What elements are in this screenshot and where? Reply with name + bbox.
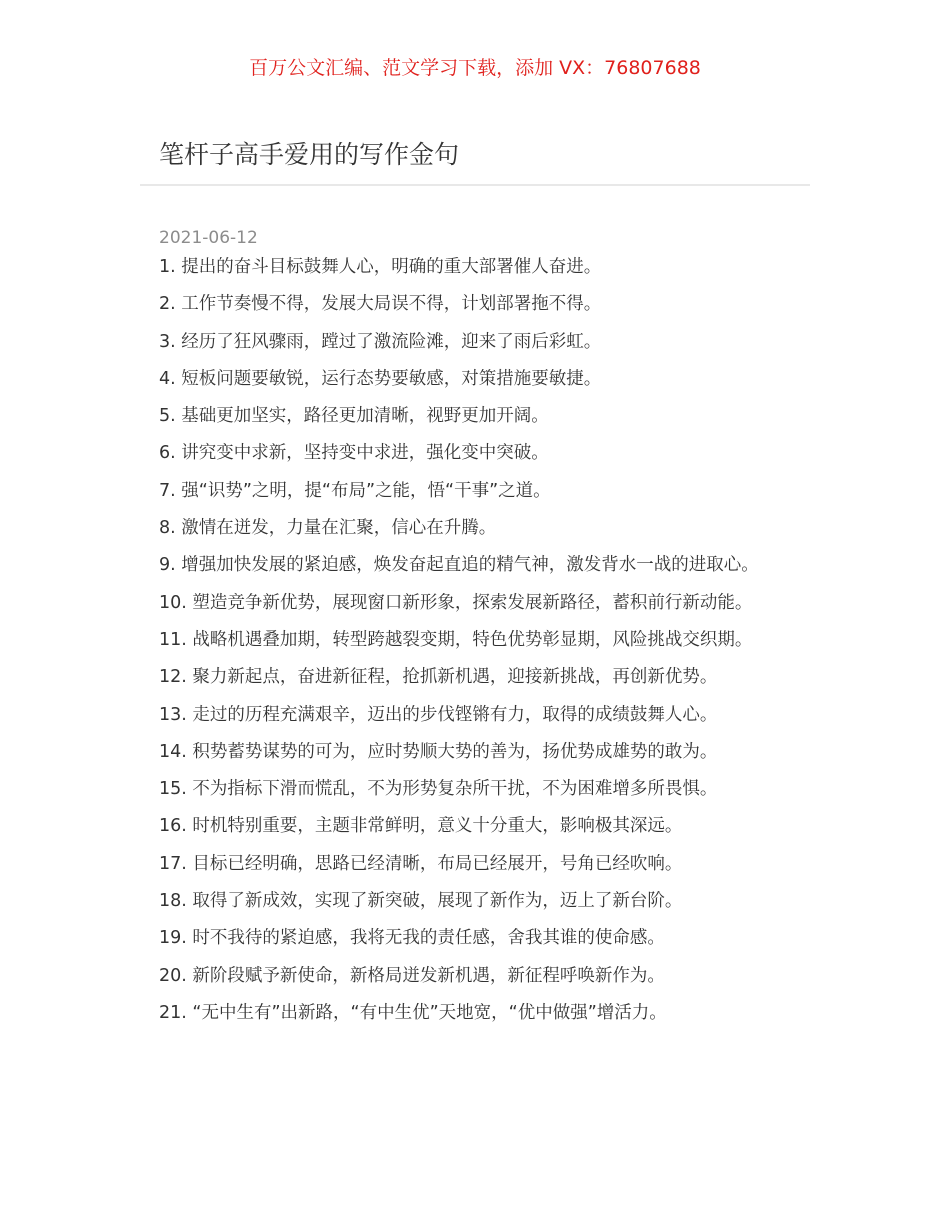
list-item: 8. 激情在迸发，力量在汇聚，信心在升腾。	[159, 518, 497, 539]
page-title: 笔杆子高手爱用的写作金句	[159, 140, 460, 169]
list-item: 17. 目标已经明确，思路已经清晰，布局已经展开，号角已经吹响。	[159, 853, 683, 874]
title-divider	[140, 184, 810, 186]
list-item: 10. 塑造竞争新优势，展现窗口新形象，探索发展新路径，蓄积前行新动能。	[159, 592, 753, 613]
list-item: 19. 时不我待的紧迫感，我将无我的责任感，舍我其谁的使命感。	[159, 928, 665, 949]
list-item: 7. 强“识势”之明，提“布局”之能，悟“干事”之道。	[159, 480, 551, 501]
list-item: 14. 积势蓄势谋势的可为，应时势顺大势的善为，扬优势成雄势的敢为。	[159, 741, 718, 762]
list-item: 18. 取得了新成效，实现了新突破，展现了新作为，迈上了新台阶。	[159, 891, 683, 912]
header-banner: 百万公文汇编、范文学习下载，添加 VX：76807688	[249, 57, 701, 79]
list-item: 21. “无中生有”出新路，“有中生优”天地宽，“优中做强”增活力。	[159, 1002, 667, 1023]
list-item: 4. 短板问题要敏锐，运行态势要敏感，对策措施要敏捷。	[159, 368, 602, 389]
quote-list	[159, 249, 797, 1032]
list-item: 5. 基础更加坚实，路径更加清晰，视野更加开阔。	[159, 406, 549, 427]
list-item: 20. 新阶段赋予新使命，新格局迸发新机遇，新征程呼唤新作为。	[159, 965, 665, 986]
list-item: 9. 增强加快发展的紧迫感，焕发奋起直追的精气神，激发背水一战的进取心。	[159, 555, 759, 576]
publish-date: 2021-06-12	[159, 228, 258, 248]
list-item: 16. 时机特别重要，主题非常鲜明，意义十分重大，影响极其深远。	[159, 816, 683, 837]
list-item: 12. 聚力新起点，奋进新征程，抢抓新机遇，迎接新挑战，再创新优势。	[159, 667, 718, 688]
list-item: 13. 走过的历程充满艰辛，迈出的步伐铿锵有力，取得的成绩鼓舞人心。	[159, 704, 718, 725]
list-item: 2. 工作节奏慢不得，发展大局误不得，计划部署拖不得。	[159, 294, 602, 315]
list-item: 6. 讲究变中求新，坚持变中求进，强化变中突破。	[159, 443, 549, 464]
list-item: 11. 战略机遇叠加期，转型跨越裂变期，特色优势彰显期，风险挑战交织期。	[159, 629, 753, 650]
list-item: 3. 经历了狂风骤雨，蹚过了激流险滩，迎来了雨后彩虹。	[159, 331, 602, 352]
list-item: 15. 不为指标下滑而慌乱，不为形势复杂所干扰，不为困难增多所畏惧。	[159, 779, 718, 800]
list-item: 1. 提出的奋斗目标鼓舞人心，明确的重大部署催人奋进。	[159, 257, 602, 277]
